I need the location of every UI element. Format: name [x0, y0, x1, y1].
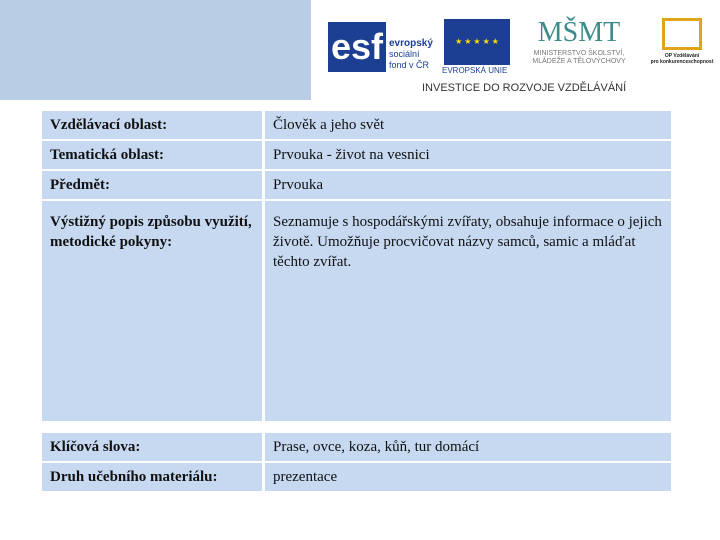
value-popis: Seznamuje s hospodářskými zvířaty, obsahuje informace o jejich životě. Umožňuje procvičovat názvy samců, samic a mláďat těchto zvířat.: [265, 201, 671, 421]
slogan: INVESTICE DO ROZVOJE VZDĚLÁVÁNÍ: [422, 82, 627, 94]
value-klicova-slova: Prase, ovce, koza, kůň, tur domácí: [265, 433, 671, 461]
label-klicova-slova: Klíčová slova:: [42, 433, 262, 461]
label-tematicka-oblast: Tematická oblast:: [42, 141, 262, 169]
value-druh-materialu: prezentace: [265, 463, 671, 491]
eu-flag-logo: [444, 19, 510, 65]
msmt-mark: MŠMT: [537, 17, 621, 48]
label-druh-materialu: Druh učebního materiálu:: [42, 463, 262, 491]
logo-banner: [326, 14, 718, 98]
label-predmet: Předmět:: [42, 171, 262, 199]
value-tematicka-oblast: Prvouka - život na vesnici: [265, 141, 671, 169]
esf-text: evropský sociální fond v ČR: [389, 38, 433, 70]
msmt-logo: [520, 16, 638, 68]
corner-decoration: [0, 0, 311, 100]
value-vzdelavaci-oblast: Člověk a jeho svět: [265, 111, 671, 139]
msmt-caption-1: MINISTERSTVO ŠKOLSTVÍ,: [533, 50, 625, 57]
op-logo-icon: [662, 18, 702, 50]
msmt-caption-2: MLÁDEŽE A TĚLOVÝCHOVY: [532, 58, 626, 65]
eu-caption: EVROPSKÁ UNIE: [442, 66, 508, 75]
eu-stars-icon: ★ ★ ★ ★ ★: [455, 37, 499, 46]
op-caption-1: OP Vzdělávání: [664, 53, 700, 59]
esf-mark: esf: [328, 22, 386, 72]
esf-logo: [328, 18, 438, 74]
op-vzdelavani-logo: [646, 16, 718, 72]
value-predmet: Prvouka: [265, 171, 671, 199]
label-popis: Výstižný popis způsobu využití, metodické pokyny:: [42, 201, 262, 421]
op-caption-2: pro konkurenceschopnost: [650, 59, 714, 65]
label-vzdelavaci-oblast: Vzdělávací oblast:: [42, 111, 262, 139]
